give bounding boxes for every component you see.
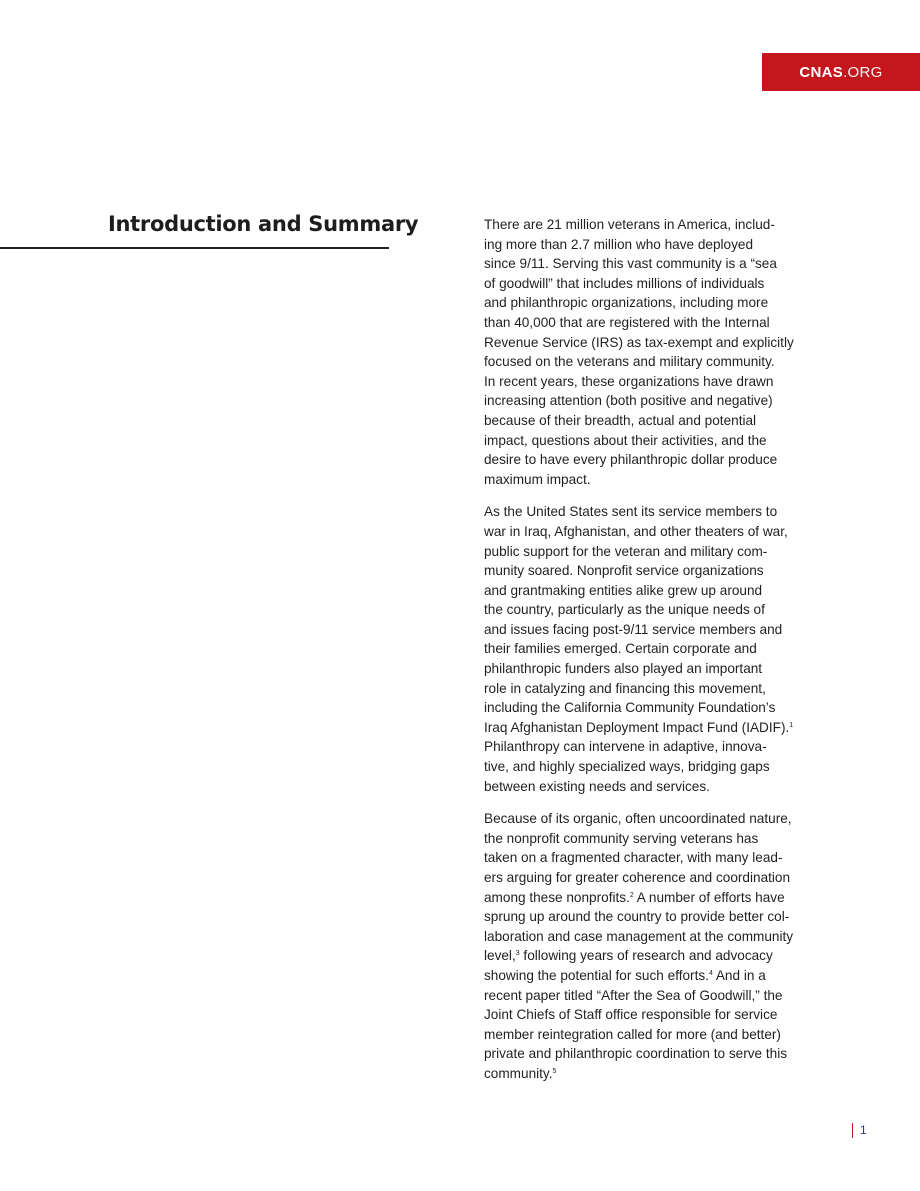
section-title: Introduction and Summary [108, 212, 419, 236]
title-underline-rule [0, 247, 389, 249]
body-paragraph: There are 21 million veterans in America, includ- ing more than 2.7 million who have deployed since 9/11. Serving this vast community is a “sea of goodwill” that includes millions of individuals and philanthropic organizations, including more than 40,000 that are registered with the Internal Revenue Service (IRS) as tax-exempt and explicitly focused on the veterans and military community. In recent years, these organizations have drawn increasing attention (both positive and negative) because of their breadth, actual and potential impact, questions about their activities, and the desire to have every philanthropic dollar produce maximum impact. [484, 217, 794, 487]
site-url-tab [762, 53, 920, 91]
body-paragraph: Because of its organic, often uncoordinated nature, the nonprofit community serving veterans has taken on a fragmented character, with many lead- ers arguing for greater coherence and coordination among these nonprofits.$^2$ A number of efforts have sprung up around the country to provide better col- laboration and case management at the community level,$^3$ following years of research and advocacy showing the potential for such efforts.$^4$ And in a recent paper titled “After the Sea of Goodwill,” the Joint Chiefs of Staff office responsible for service member reintegration called for more (and better) private and philanthropic coordination to serve this community.$^5$ [484, 811, 794, 1081]
site-name-bold: CNAS [799, 63, 844, 81]
body-text-column [484, 215, 830, 1097]
footnote-marker: 1 [789, 721, 794, 729]
site-domain: .ORG [843, 63, 883, 81]
body-paragraph: As the United States sent its service members to war in Iraq, Afghanistan, and other theaters of war, public support for the veteran and military com- munity soared. Nonprofit service organizations and grantmaking entities alike grew up around the country, particularly as the unique needs of and issues facing post-9/11 service members and their families emerged. Certain corporate and philanthropic funders also played an important role in catalyzing and financing this movement, including the California Community Foundation’s Iraq Afghanistan Deployment Impact Fund (IADIF).$^1$ Philanthropy can intervene in adaptive, innova- tive, and highly specialized ways, bridging gaps between existing needs and services. [484, 504, 794, 794]
footnote-marker: 5 [552, 1067, 557, 1075]
footnote-marker: 2 [629, 891, 634, 899]
footnote-marker: 3 [515, 950, 520, 958]
footnote-marker: 4 [708, 969, 713, 977]
page-number: 1 [852, 1123, 867, 1138]
